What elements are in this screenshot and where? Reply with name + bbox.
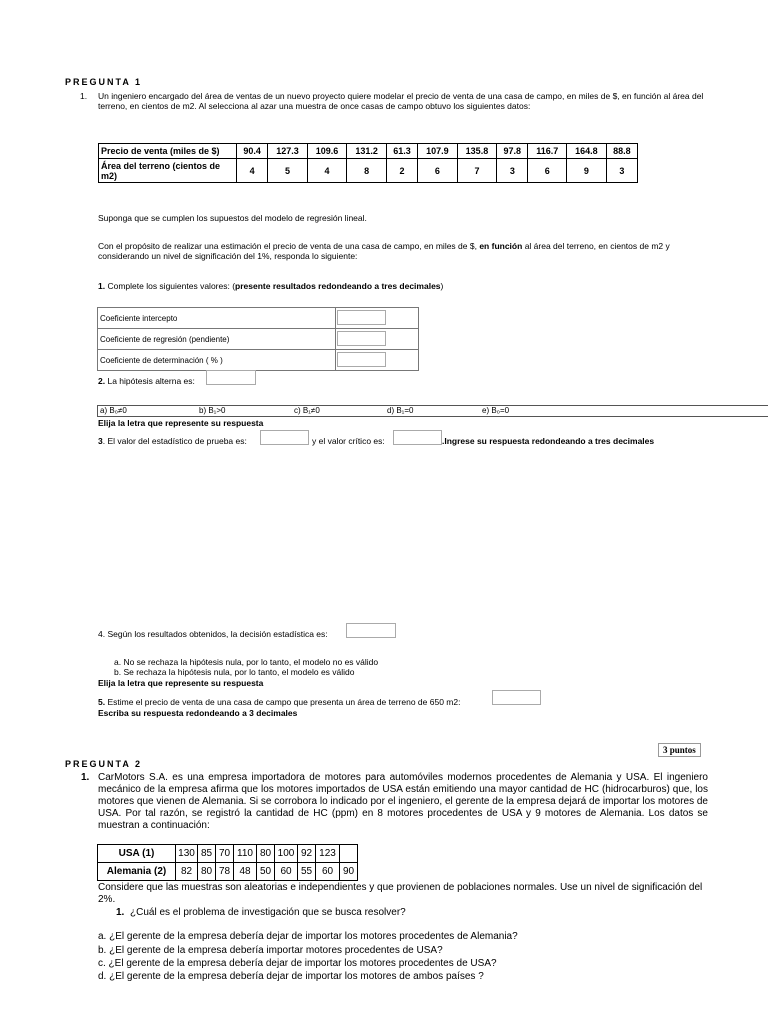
coef-intercept-cell [336, 308, 419, 329]
test-statistic-input[interactable] [260, 430, 309, 445]
table-cell: 4 [237, 159, 268, 183]
q2-item-number: 1. [81, 772, 90, 783]
decision-input[interactable] [346, 623, 396, 638]
coef-intercept-input[interactable] [337, 310, 386, 325]
table-cell: 61.3 [386, 144, 417, 159]
table-cell: 6 [528, 159, 567, 183]
assumption-text: Suponga que se cumplen los supuestos del modelo de regresión lineal. [98, 213, 367, 223]
table-cell: 88.8 [606, 144, 637, 159]
table-cell: 8 [347, 159, 387, 183]
table-cell: 107.9 [418, 144, 458, 159]
subquestion-3 [98, 436, 247, 446]
table-row [98, 308, 419, 329]
q2-option-b: b. ¿El gerente de la empresa debería importar motores procedentes de USA? [98, 945, 443, 956]
table-cell: 100 [275, 845, 298, 863]
subquestion-text: . El valor del estadístico de prueba es: [102, 436, 247, 446]
option-a: a) B₀≠0 [100, 406, 127, 415]
q1-item-number: 1. [80, 91, 88, 101]
subquestion-number: 3 [98, 436, 103, 446]
table-cell: 123 [316, 845, 340, 863]
option-c: c) B₁≠0 [294, 406, 320, 415]
table-row-header: Precio de venta (miles de $) [99, 144, 237, 159]
points-badge: 3 puntos [658, 743, 701, 757]
q1-intro-text: Un ingeniero encargado del área de ventas de un nuevo proyecto quiere modelar el precio de venta de una casa de campo, en miles de $, en función al área del terreno, en cientos de m2. Al selecciona al azar una muestra de once casas de campo obtuvo los siguientes datos: [98, 91, 704, 111]
q2-option-d: d. ¿El gerente de la empresa debería dejar de importar los motores de ambos países ? [98, 971, 484, 982]
subquestion-text: Complete los siguientes valores: ( [107, 281, 236, 291]
table-cell: 5 [268, 159, 308, 183]
purpose-text [98, 241, 708, 261]
table-cell: 130 [176, 845, 198, 863]
option-b: b) B₁>0 [199, 406, 226, 415]
subquestion-number: 2. [98, 376, 106, 386]
q2-option-a: a. ¿El gerente de la empresa debería dejar de importar los motores procedentes de Alemania? [98, 931, 518, 942]
subquestion-bold: presente resultados redondeando a tres decimales [235, 281, 441, 291]
table-cell: 50 [257, 863, 275, 881]
table-cell: 109.6 [307, 144, 347, 159]
choose-letter-instruction: Elija la letra que represente su respuesta [98, 418, 264, 428]
table-cell: 97.8 [497, 144, 528, 159]
subquestion-1 [98, 281, 443, 291]
q2-option-c: c. ¿El gerente de la empresa debería dejar de importar los motores procedentes de USA? [98, 958, 497, 969]
subquestion-text: ) [440, 281, 444, 291]
table-cell: 116.7 [528, 144, 567, 159]
table-cell: 135.8 [457, 144, 497, 159]
coef-slope-label: Coeficiente de regresión (pendiente) [98, 329, 336, 350]
subquestion-text: Estime el precio de venta de una casa de campo que presenta un área de terreno de 650 m2: [107, 697, 461, 707]
critical-value-label: y el valor crítico es: [312, 436, 385, 446]
table-cell: 80 [198, 863, 216, 881]
rounding-instruction: Escriba su respuesta redondeando a 3 decimales [98, 708, 298, 718]
table-row [99, 144, 638, 159]
subquestion-2 [98, 376, 195, 386]
estimate-input[interactable] [492, 690, 541, 705]
table-cell: 55 [298, 863, 316, 881]
table-cell: 60 [275, 863, 298, 881]
option-d: d) B₁=0 [387, 406, 414, 415]
coef-determination-input[interactable] [337, 352, 386, 367]
table-cell: 127.3 [268, 144, 308, 159]
table-cell: 164.8 [567, 144, 607, 159]
table-cell: 90 [340, 863, 358, 881]
table-cell: 7 [457, 159, 497, 183]
table-row [98, 845, 358, 863]
decision-option-b: b. Se rechaza la hipótesis nula, por lo tanto, el modelo es válido [114, 667, 355, 677]
q2-subquestion-text: ¿Cuál es el problema de investigación que se busca resolver? [130, 907, 406, 918]
table-cell: 110 [234, 845, 257, 863]
table-row [98, 329, 419, 350]
table-cell: 60 [316, 863, 340, 881]
hypothesis-input[interactable] [206, 370, 256, 385]
coef-intercept-label: Coeficiente intercepto [98, 308, 336, 329]
purpose-text-part: Con el propósito de realizar una estimación el precio de venta de una casa de campo, en miles de $, [98, 241, 477, 251]
table-cell: 82 [176, 863, 198, 881]
subquestion-text: La hipótesis alterna es: [107, 376, 195, 386]
coef-determination-label: Coeficiente de determinación ( % ) [98, 350, 336, 371]
table-cell: 2 [386, 159, 417, 183]
q2-intro-text: CarMotors S.A. es una empresa importadora de motores para automóviles modernos procedentes de Alemania y USA. El ingeniero mecánico de la empresa afirma que los motores importados de USA están emitiendo una mayor cantidad de HC (hidrocarburos) que, los motores que vienen de Alemania. Si se corrobora lo indicado por el ingeniero, el gerente de la empresa dejará de importar los motores de USA. Por tal razón, se registró la cantidad de HC (ppm) en 8 motores procedentes de USA y 9 motores de Alemania. Los datos se muestran a continuación: [98, 772, 708, 831]
hypothesis-options [97, 405, 768, 417]
table-cell: 3 [606, 159, 637, 183]
coef-slope-input[interactable] [337, 331, 386, 346]
coefficients-table [97, 307, 419, 371]
subquestion-number: 1. [98, 281, 106, 291]
q2-data-table [97, 844, 358, 881]
table-cell: 80 [257, 845, 275, 863]
table-row-header: Área del terreno (cientos de m2) [99, 159, 237, 183]
table-cell [340, 845, 358, 863]
question-1-heading: PREGUNTA 1 [65, 77, 143, 87]
table-cell: 85 [198, 845, 216, 863]
critical-value-input[interactable] [393, 430, 442, 445]
consider-text: Considere que las muestras son aleatorias e independientes y que provienen de poblaciones normales. Use un nivel de significación del 2%. [98, 882, 703, 905]
table-cell: 131.2 [347, 144, 387, 159]
coef-slope-cell [336, 329, 419, 350]
q2-subquestion-number: 1. [116, 907, 125, 918]
table-cell: 78 [216, 863, 234, 881]
coef-determination-cell [336, 350, 419, 371]
table-cell: 70 [216, 845, 234, 863]
table-cell: 90.4 [237, 144, 268, 159]
table-row-header: USA (1) [98, 845, 176, 863]
table-cell: 3 [497, 159, 528, 183]
table-row [98, 350, 419, 371]
table-cell: 92 [298, 845, 316, 863]
option-e: e) B₀=0 [482, 406, 510, 415]
subquestion-4: 4. Según los resultados obtenidos, la decisión estadística es: [98, 629, 328, 639]
subquestion-number: 5. [98, 697, 106, 707]
decision-option-a: a. No se rechaza la hipótesis nula, por lo tanto, el modelo no es válido [114, 657, 379, 667]
purpose-bold: en función [479, 241, 523, 251]
table-row-header: Alemania (2) [98, 863, 176, 881]
purpose-text-part: al área del terreno, en cientos de m2 y considerando un nivel de significación del 1%, responda lo siguiente: [98, 241, 670, 261]
table-cell: 6 [418, 159, 458, 183]
q1-data-table [98, 143, 638, 183]
table-cell: 48 [234, 863, 257, 881]
subquestion-5 [98, 697, 460, 707]
choose-letter-instruction: Elija la letra que represente su respuesta [98, 678, 264, 688]
table-cell: 4 [307, 159, 347, 183]
rounding-instruction: .Ingrese su respuesta redondeando a tres decimales [442, 436, 655, 446]
table-row [98, 863, 358, 881]
table-row [99, 159, 638, 183]
table-cell: 9 [567, 159, 607, 183]
question-2-heading: PREGUNTA 2 [65, 759, 143, 769]
